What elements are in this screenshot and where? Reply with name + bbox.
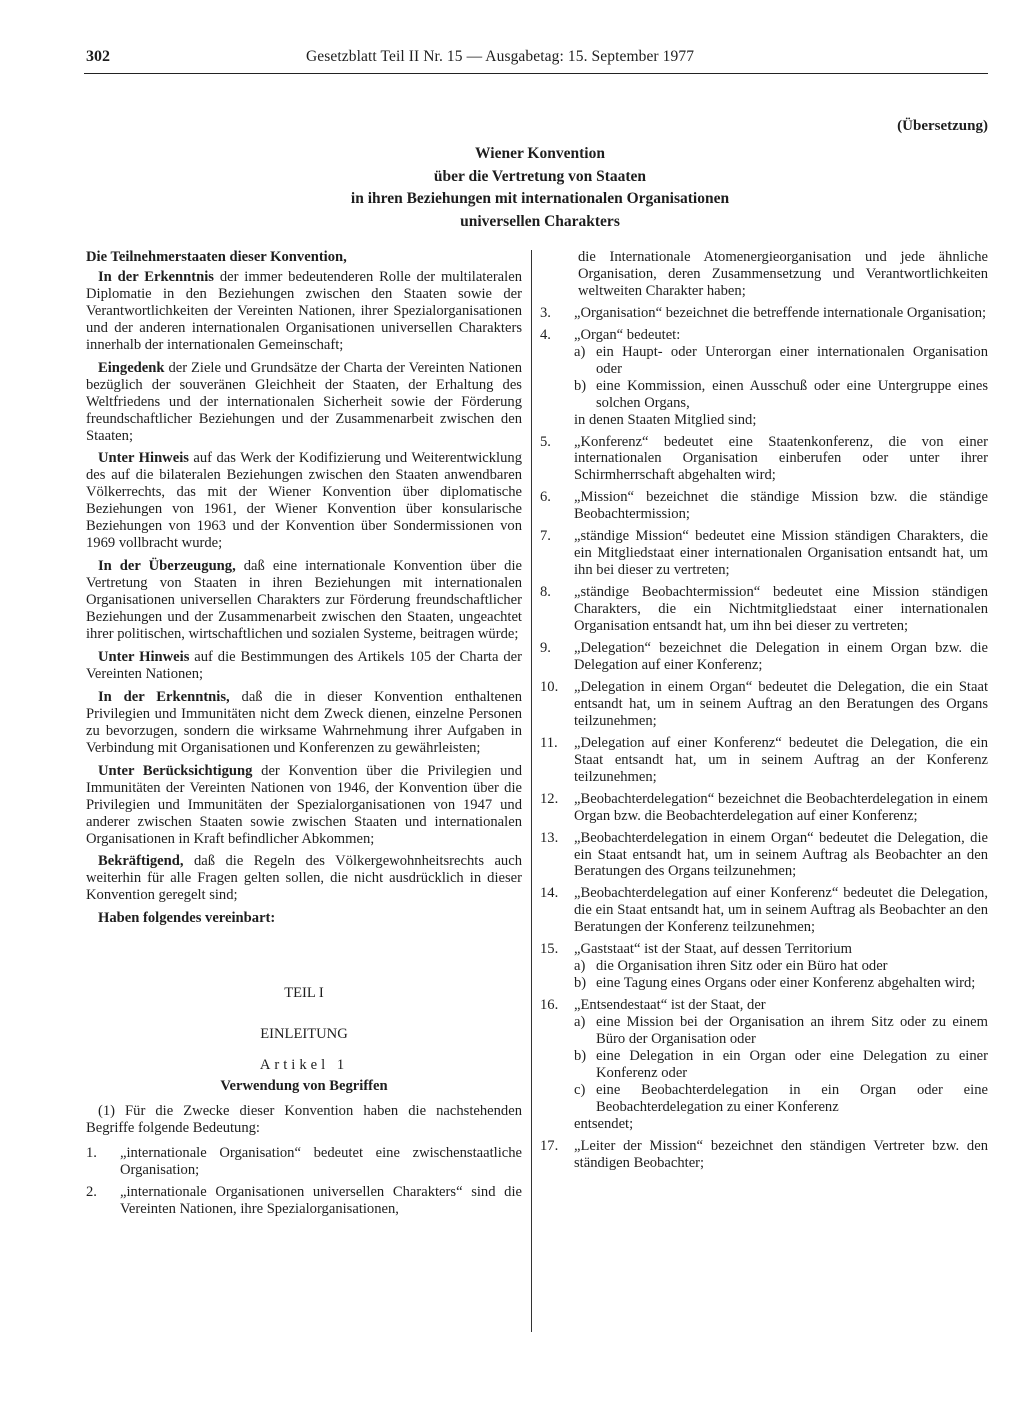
sub-item [574, 344, 988, 378]
definition-text: „ständige Beobachtermission“ bedeutet eine Mission ständigen Charakters, die ein Nichtmitgliedstaat einer internationalen Organisation entsandt hat, um ihn bei dieser zu vertreten; [574, 584, 988, 635]
clause-lead: Unter Berücksichtigung [98, 762, 253, 779]
definition-text: „Gaststaat“ ist der Staat, auf dessen Territorium [574, 941, 852, 958]
sub-item [574, 958, 988, 975]
definition-text: „Entsendestaat“ ist der Staat, der [574, 997, 766, 1014]
sub-item [574, 975, 988, 992]
definition-item [540, 735, 988, 786]
definition-number: 7. [540, 528, 551, 545]
definition-text: „internationale Organisation“ bedeutet eine zwischenstaatliche Organisation; [120, 1144, 522, 1178]
preamble-clause [86, 763, 522, 848]
definition-text: „Leiter der Mission“ bezeichnet den ständigen Vertreter bzw. den ständigen Beobachter; [574, 1137, 988, 1171]
running-head: Gesetzblatt Teil II Nr. 15 — Ausgabetag: 15. September 1977 [306, 48, 695, 65]
article-heading: Artikel 1 [259, 1057, 349, 1074]
sub-item [574, 1082, 988, 1116]
definition-number: 13. [540, 829, 559, 846]
preamble-clause [86, 853, 522, 904]
sub-text: eine Delegation in ein Organ oder eine Delegation zu einer Konferenz oder [596, 1047, 988, 1081]
definition-item [86, 1145, 522, 1179]
title-line: in ihren Beziehungen mit internationalen Organisationen [350, 190, 730, 207]
definition-number: 5. [540, 433, 551, 450]
clause-text: auf das Werk der Kodifizierung und Weiterentwicklung des auf die bilateralen Beziehungen zwischen den Staaten anwendbaren Völkerrechts, das mit der Wiener Konvention über diplomatische Beziehungen von 1961, der Wiener Konvention über konsularische Beziehungen von 1963 und der Konvention über Sondermissionen von 1969 vollbracht wurde; [86, 450, 522, 552]
definition-item [540, 528, 988, 579]
definition-item [540, 305, 988, 322]
clause-lead: Unter Hinweis [98, 648, 190, 665]
definition-tail: in denen Staaten Mitglied sind; [574, 411, 757, 428]
definition-text: „ständige Mission“ bedeutet eine Mission ständigen Charakters, die ein Mitgliedstaat einer internationalen Organisation entsandt hat, um ihn bei dieser zu vertreten; [574, 528, 988, 579]
preamble-clause [86, 450, 522, 552]
sub-label: a) [574, 958, 586, 975]
sub-text: die Organisation ihren Sitz oder ein Büro hat oder [596, 958, 888, 975]
definition-item [540, 1138, 988, 1172]
preamble-clause [86, 269, 522, 354]
definition-text: „Delegation in einem Organ“ bedeutet die Delegation, die ein Staat entsandt hat, um in seinem Auftrag an den Beratungen des Organs teilzunehmen; [574, 678, 988, 729]
preamble-clause [86, 649, 522, 683]
clause-text: auf die Bestimmungen des Artikels 105 der Charta der Vereinten Nationen; [86, 648, 522, 682]
definition-number: 1. [86, 1144, 97, 1161]
definition-number: 9. [540, 640, 551, 657]
sub-label: b) [574, 1047, 587, 1064]
definition-text: „Konferenz“ bedeutet eine Staatenkonferenz, die von einer internationalen Organisation einberufen oder unter ihrer Schirmherrschaft abgehalten wird; [574, 433, 988, 484]
definition-text: „Organ“ bedeutet: [574, 326, 681, 343]
definition-number: 17. [540, 1137, 559, 1154]
definition-number: 3. [540, 304, 551, 321]
sub-label: b) [574, 377, 587, 394]
definition-text: „Delegation“ bezeichnet die Delegation in einem Organ bzw. die Delegation auf einer Konferenz; [574, 640, 988, 673]
definition-item [540, 640, 988, 674]
sub-label: b) [574, 975, 587, 992]
header-rule [84, 73, 988, 74]
clause-lead: Unter Hinweis [98, 450, 189, 467]
part-heading: TEIL I [284, 985, 324, 1002]
clause-text: daß die in dieser Konvention enthaltenen Privilegien und Immunitäten nicht dem Zweck dienen, einzelne Personen zu bevorzugen, sondern die wirksame Wahrnehmung ihrer Aufgaben in Verbindung mit Organisationen und Konferenzen zu gewährleisten; [86, 688, 522, 756]
clause-text: daß eine internationale Konvention über die Vertretung von Staaten in ihren Beziehungen mit internationalen Organisationen universellen Charakters zur Förderung freundschaftlicher Beziehungen und der Zusammenarbeit zwischen den Staaten, ungeachtet ihrer politischen, wirtschaftlichen und sozialen Systeme, beitragen würde; [86, 558, 522, 643]
definition-item [540, 679, 988, 730]
definition-text: „Beobachterdelegation in einem Organ“ bedeutet die Delegation, die ein Staat entsandt hat, um in seinem Auftrag als Beobachter an den Beratungen des Organs teilzunehmen; [574, 829, 988, 880]
definition-item [540, 584, 988, 635]
definition-number: 2. [86, 1183, 97, 1200]
translation-note: (Übersetzung) [897, 118, 988, 134]
sub-label: c) [574, 1081, 586, 1098]
definition-number: 11. [540, 734, 558, 751]
right-column [540, 249, 988, 1177]
definition-number: 10. [540, 678, 559, 695]
clause-lead: In der Überzeugung, [98, 558, 236, 575]
definition-item [540, 830, 988, 881]
definition-text: „Beobachterdelegation“ bezeichnet die Beobachterdelegation in einem Organ bzw. die Beobachterdelegation auf einer Konferenz; [574, 790, 988, 824]
clause-lead: Eingedenk [98, 359, 165, 376]
clause-text: der Ziele und Grundsätze der Charta der Vereinten Nationen bezüglich der souveränen Gleichheit der Staaten, der Erhaltung des Weltfriedens und der internationalen Sicherheit sowie der Förderung freundschaftlicher Beziehungen und der Zusammenarbeit zwischen den Staaten; [86, 359, 522, 444]
sub-text: eine Tagung eines Organs oder einer Konferenz abgehalten wird; [596, 975, 976, 992]
sub-text: eine Kommission, einen Ausschuß oder eine Untergruppe eines solchen Organs, [596, 377, 988, 411]
definition-number: 6. [540, 489, 551, 506]
title-line: über die Vertretung von Staaten [433, 167, 647, 185]
column-divider [531, 250, 532, 1332]
definition-number: 16. [540, 997, 559, 1014]
clause-lead: In der Erkenntnis, [98, 688, 230, 705]
page-number: 302 [86, 48, 110, 65]
definition-item [540, 791, 988, 825]
title-line: universellen Charakters [460, 212, 620, 230]
definition-item [540, 941, 988, 992]
definition-item [540, 434, 988, 485]
definition-text: „Delegation auf einer Konferenz“ bedeutet die Delegation, die ein Staat entsandt hat, um in seinem Auftrag an der Konferenz teilzunehmen; [574, 734, 988, 785]
definition-number: 4. [540, 326, 551, 343]
sub-item [574, 1014, 988, 1048]
definition-body [574, 327, 988, 429]
title-line: Wiener Konvention [475, 145, 605, 162]
sub-item [574, 378, 988, 412]
preamble-intro: Die Teilnehmerstaaten dieser Konvention, [86, 249, 347, 265]
sub-text: ein Haupt- oder Unterorgan einer internationalen Organisation oder [596, 343, 988, 377]
agreement-line: Haben folgendes vereinbart: [98, 910, 276, 927]
preamble-clause [86, 360, 522, 445]
article-title: Verwendung von Begriffen [220, 1078, 388, 1095]
clause-lead: In der Erkenntnis [98, 268, 214, 285]
definition-item [86, 1184, 522, 1218]
clause-lead: Bekräftigend, [98, 853, 184, 870]
sub-text: eine Beobachterdelegation in ein Organ oder eine Beobachterdelegation zu einer Konferenz [596, 1081, 988, 1115]
definition-text: „Beobachterdelegation auf einer Konferenz“ bedeutet die Delegation, die ein Staat entsandt hat, um in seinem Auftrag als Beobachter an den Beratungen der Konferenz teilzunehmen; [574, 885, 988, 936]
preamble-clause [86, 558, 522, 643]
definition-body [574, 997, 988, 1133]
definition-number: 15. [540, 941, 559, 958]
clause-text: daß die Regeln des Völkergewohnheitsrechts auch weiterhin für alle Fragen gelten sollen, die nicht ausdrücklich in dieser Konvention geregelt sind; [86, 853, 522, 904]
document-title [240, 143, 840, 233]
definition-number: 8. [540, 584, 551, 601]
sub-label: a) [574, 1014, 586, 1031]
definition-continuation: die Internationale Atomenergieorganisation und jede ähnliche Organisation, deren Zusammensetzung und Verantwortlichkeiten weltweiten Charakter haben; [578, 249, 988, 299]
definition-tail: entsendet; [574, 1115, 634, 1132]
sub-text: eine Mission bei der Organisation an ihrem Sitz oder zu einem Büro der Organisation oder [596, 1014, 988, 1048]
preamble-clause [86, 689, 522, 757]
definition-item [540, 997, 988, 1133]
definition-text: „internationale Organisationen universellen Charakters“ sind die Vereinten Nationen, ihre Spezialorganisationen, [120, 1183, 522, 1217]
definition-item [540, 885, 988, 936]
definition-body [574, 941, 988, 992]
definition-number: 14. [540, 885, 559, 902]
clause-text: der Konvention über die Privilegien und Immunitäten der Vereinten Nationen von 1946, der Konvention über die Privilegien und Immunitäten der Spezialorganisationen von 1947 und anderer zwischen Staaten sowie zwischen Staaten und internationalen Organisationen in Kraft befindlicher Abkommen; [86, 762, 522, 847]
clause-text: der immer bedeutenderen Rolle der multilateralen Diplomatie in den Beziehungen zwischen den Staaten sowie der Verantwortlichkeiten der Vereinten Nationen, ihrer Spezialorganisationen und der anderen internationalen Organisationen universellen Charakters innerhalb der internationalen Gemeinschaft; [86, 268, 522, 353]
definition-item [540, 489, 988, 523]
definition-number: 12. [540, 790, 559, 807]
part-name: EINLEITUNG [260, 1026, 348, 1043]
definition-item [540, 327, 988, 429]
article-paragraph: (1) Für die Zwecke dieser Konvention haben die nachstehenden Begriffe folgende Bedeutung: [86, 1103, 522, 1137]
definition-text: „Organisation“ bezeichnet die betreffende internationale Organisation; [574, 304, 987, 321]
sub-item [574, 1048, 988, 1082]
sub-label: a) [574, 343, 586, 360]
definition-text: „Mission“ bezeichnet die ständige Mission bzw. die ständige Beobachtermission; [574, 489, 988, 523]
left-column [86, 249, 522, 1223]
